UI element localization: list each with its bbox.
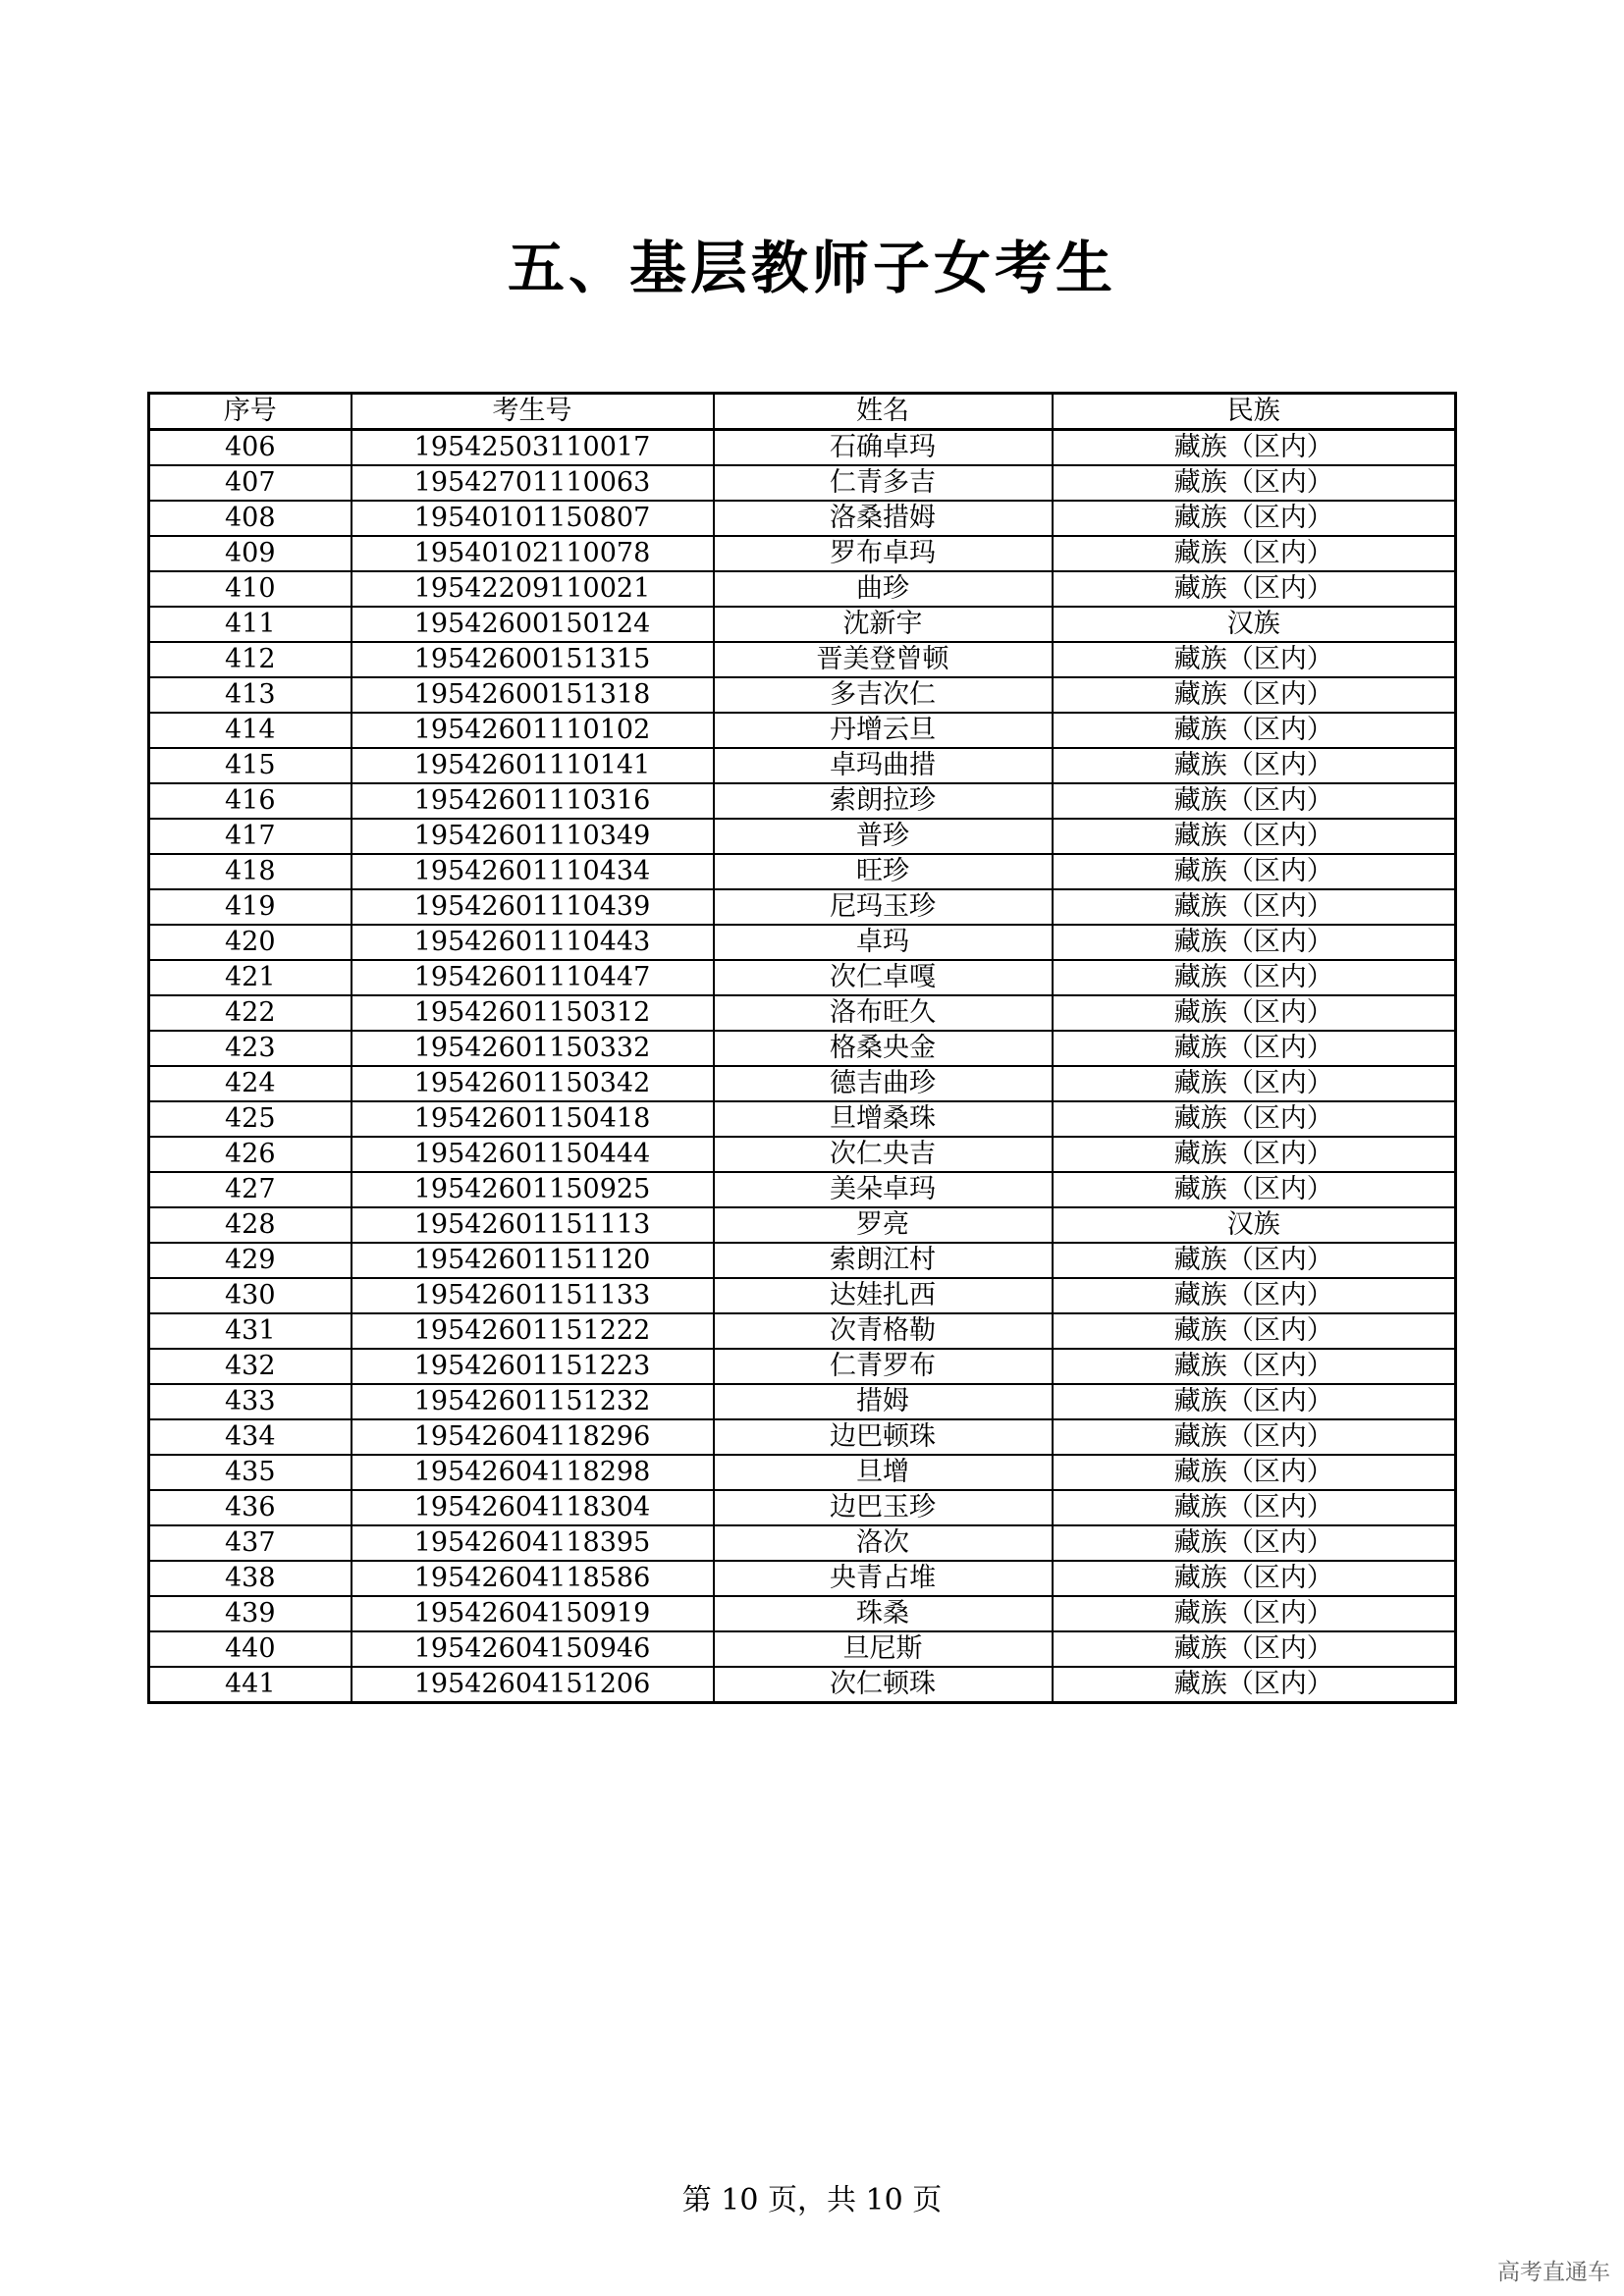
cell-exam-number: 19542601151133 <box>352 1278 714 1313</box>
cell-ethnicity: 藏族（区内） <box>1053 1172 1456 1207</box>
cell-exam-number: 19542601150418 <box>352 1101 714 1137</box>
cell-ethnicity: 藏族（区内） <box>1053 642 1456 677</box>
cell-serial: 436 <box>149 1490 352 1525</box>
cell-ethnicity: 藏族（区内） <box>1053 748 1456 783</box>
cell-serial: 429 <box>149 1243 352 1278</box>
cell-exam-number: 19542601150342 <box>352 1066 714 1101</box>
cell-name: 德吉曲珍 <box>714 1066 1053 1101</box>
cell-name: 沈新宇 <box>714 607 1053 642</box>
column-header-serial: 序号 <box>149 394 352 430</box>
cell-serial: 435 <box>149 1455 352 1490</box>
cell-ethnicity: 藏族（区内） <box>1053 925 1456 960</box>
cell-serial: 440 <box>149 1631 352 1667</box>
column-header-exam-number: 考生号 <box>352 394 714 430</box>
column-header-ethnicity: 民族 <box>1053 394 1456 430</box>
cell-name: 珠桑 <box>714 1596 1053 1631</box>
cell-exam-number: 19542601110447 <box>352 960 714 995</box>
table-row <box>149 960 1456 995</box>
cell-exam-number: 19542601110439 <box>352 889 714 925</box>
cell-serial: 432 <box>149 1349 352 1384</box>
table-row <box>149 1278 1456 1313</box>
cell-serial: 418 <box>149 854 352 889</box>
cell-name: 次仁卓嘎 <box>714 960 1053 995</box>
cell-ethnicity: 藏族（区内） <box>1053 501 1456 536</box>
table-row <box>149 1455 1456 1490</box>
cell-exam-number: 19542601110316 <box>352 783 714 819</box>
cell-serial: 425 <box>149 1101 352 1137</box>
cell-exam-number: 19542601150925 <box>352 1172 714 1207</box>
table-row <box>149 748 1456 783</box>
cell-serial: 424 <box>149 1066 352 1101</box>
cell-ethnicity: 藏族（区内） <box>1053 1631 1456 1667</box>
cell-name: 边巴玉珍 <box>714 1490 1053 1525</box>
cell-name: 洛桑措姆 <box>714 501 1053 536</box>
cell-exam-number: 19542209110021 <box>352 571 714 607</box>
cell-serial: 420 <box>149 925 352 960</box>
cell-exam-number: 19542600151318 <box>352 677 714 713</box>
table-row <box>149 995 1456 1031</box>
cell-serial: 422 <box>149 995 352 1031</box>
cell-exam-number: 19542601110434 <box>352 854 714 889</box>
cell-serial: 410 <box>149 571 352 607</box>
cell-ethnicity: 藏族（区内） <box>1053 1561 1456 1596</box>
table-row <box>149 1349 1456 1384</box>
cell-name: 罗亮 <box>714 1207 1053 1243</box>
table-row <box>149 819 1456 854</box>
cell-ethnicity: 藏族（区内） <box>1053 1243 1456 1278</box>
cell-ethnicity: 藏族（区内） <box>1053 430 1456 466</box>
table-row <box>149 1596 1456 1631</box>
cell-ethnicity: 藏族（区内） <box>1053 1137 1456 1172</box>
table-row <box>149 1490 1456 1525</box>
cell-ethnicity: 藏族（区内） <box>1053 1596 1456 1631</box>
cell-name: 美朵卓玛 <box>714 1172 1053 1207</box>
cell-ethnicity: 藏族（区内） <box>1053 713 1456 748</box>
cell-serial: 414 <box>149 713 352 748</box>
cell-name: 索朗拉珍 <box>714 783 1053 819</box>
cell-exam-number: 19542601110349 <box>352 819 714 854</box>
cell-exam-number: 19540101150807 <box>352 501 714 536</box>
cell-exam-number: 19542601151222 <box>352 1313 714 1349</box>
cell-ethnicity: 藏族（区内） <box>1053 1419 1456 1455</box>
cell-exam-number: 19542601110141 <box>352 748 714 783</box>
cell-serial: 433 <box>149 1384 352 1419</box>
table-body <box>149 430 1456 1703</box>
cell-serial: 430 <box>149 1278 352 1313</box>
watermark-text: 高考直通车 <box>1497 2260 1610 2285</box>
cell-name: 央青占堆 <box>714 1561 1053 1596</box>
cell-ethnicity: 汉族 <box>1053 607 1456 642</box>
cell-name: 石确卓玛 <box>714 430 1053 466</box>
cell-serial: 438 <box>149 1561 352 1596</box>
cell-exam-number: 19542604118296 <box>352 1419 714 1455</box>
cell-exam-number: 19542601151113 <box>352 1207 714 1243</box>
table-row <box>149 1667 1456 1703</box>
table-row <box>149 1101 1456 1137</box>
cell-ethnicity: 藏族（区内） <box>1053 1349 1456 1384</box>
table-row <box>149 854 1456 889</box>
page-title: 五、基层教师子女考生 <box>507 235 1116 301</box>
table-row <box>149 430 1456 466</box>
cell-name: 达娃扎西 <box>714 1278 1053 1313</box>
cell-ethnicity: 藏族（区内） <box>1053 995 1456 1031</box>
table-row <box>149 536 1456 571</box>
table-row <box>149 1313 1456 1349</box>
cell-serial: 412 <box>149 642 352 677</box>
cell-exam-number: 19542604118298 <box>352 1455 714 1490</box>
table-row <box>149 713 1456 748</box>
cell-serial: 428 <box>149 1207 352 1243</box>
cell-serial: 437 <box>149 1525 352 1561</box>
table-row <box>149 925 1456 960</box>
cell-name: 洛次 <box>714 1525 1053 1561</box>
cell-serial: 407 <box>149 465 352 501</box>
table-row <box>149 607 1456 642</box>
cell-name: 索朗江村 <box>714 1243 1053 1278</box>
table-row <box>149 1525 1456 1561</box>
cell-exam-number: 19542604151206 <box>352 1667 714 1703</box>
cell-ethnicity: 藏族（区内） <box>1053 854 1456 889</box>
cell-ethnicity: 藏族（区内） <box>1053 1384 1456 1419</box>
page-number-footer: 第 10 页，共 10 页 <box>681 2183 943 2217</box>
cell-serial: 408 <box>149 501 352 536</box>
cell-ethnicity: 藏族（区内） <box>1053 960 1456 995</box>
table-row <box>149 1419 1456 1455</box>
cell-name: 次青格勒 <box>714 1313 1053 1349</box>
cell-name: 普珍 <box>714 819 1053 854</box>
candidate-table <box>147 392 1457 1704</box>
cell-name: 旦增 <box>714 1455 1053 1490</box>
cell-ethnicity: 藏族（区内） <box>1053 1313 1456 1349</box>
cell-name: 旺珍 <box>714 854 1053 889</box>
cell-ethnicity: 藏族（区内） <box>1053 783 1456 819</box>
cell-exam-number: 19542601150444 <box>352 1137 714 1172</box>
cell-exam-number: 19542604150946 <box>352 1631 714 1667</box>
cell-name: 旦尼斯 <box>714 1631 1053 1667</box>
cell-ethnicity: 藏族（区内） <box>1053 1278 1456 1313</box>
cell-ethnicity: 藏族（区内） <box>1053 1066 1456 1101</box>
cell-ethnicity: 汉族 <box>1053 1207 1456 1243</box>
cell-ethnicity: 藏族（区内） <box>1053 1525 1456 1561</box>
cell-serial: 409 <box>149 536 352 571</box>
table-row <box>149 1172 1456 1207</box>
cell-exam-number: 19542601110443 <box>352 925 714 960</box>
cell-name: 旦增桑珠 <box>714 1101 1053 1137</box>
cell-exam-number: 19542600150124 <box>352 607 714 642</box>
cell-name: 边巴顿珠 <box>714 1419 1053 1455</box>
cell-name: 多吉次仁 <box>714 677 1053 713</box>
cell-name: 次仁央吉 <box>714 1137 1053 1172</box>
table-row <box>149 642 1456 677</box>
cell-ethnicity: 藏族（区内） <box>1053 889 1456 925</box>
table-row <box>149 1631 1456 1667</box>
cell-exam-number: 19542601151223 <box>352 1349 714 1384</box>
cell-serial: 439 <box>149 1596 352 1631</box>
table-row <box>149 1561 1456 1596</box>
cell-exam-number: 19542600151315 <box>352 642 714 677</box>
table-row <box>149 501 1456 536</box>
cell-exam-number: 19540102110078 <box>352 536 714 571</box>
cell-name: 次仁顿珠 <box>714 1667 1053 1703</box>
cell-name: 卓玛曲措 <box>714 748 1053 783</box>
table-row <box>149 677 1456 713</box>
cell-exam-number: 19542601151232 <box>352 1384 714 1419</box>
cell-exam-number: 19542701110063 <box>352 465 714 501</box>
cell-serial: 411 <box>149 607 352 642</box>
cell-exam-number: 19542601150312 <box>352 995 714 1031</box>
cell-name: 晋美登曾顿 <box>714 642 1053 677</box>
cell-name: 仁青罗布 <box>714 1349 1053 1384</box>
cell-exam-number: 19542601150332 <box>352 1031 714 1066</box>
cell-serial: 423 <box>149 1031 352 1066</box>
cell-exam-number: 19542604118304 <box>352 1490 714 1525</box>
cell-serial: 431 <box>149 1313 352 1349</box>
cell-ethnicity: 藏族（区内） <box>1053 1101 1456 1137</box>
cell-name: 罗布卓玛 <box>714 536 1053 571</box>
cell-serial: 421 <box>149 960 352 995</box>
cell-name: 丹增云旦 <box>714 713 1053 748</box>
cell-serial: 426 <box>149 1137 352 1172</box>
cell-ethnicity: 藏族（区内） <box>1053 1667 1456 1703</box>
cell-serial: 434 <box>149 1419 352 1455</box>
cell-ethnicity: 藏族（区内） <box>1053 1490 1456 1525</box>
cell-name: 洛布旺久 <box>714 995 1053 1031</box>
cell-ethnicity: 藏族（区内） <box>1053 819 1456 854</box>
cell-name: 尼玛玉珍 <box>714 889 1053 925</box>
cell-ethnicity: 藏族（区内） <box>1053 536 1456 571</box>
cell-serial: 416 <box>149 783 352 819</box>
table-row <box>149 1384 1456 1419</box>
cell-name: 卓玛 <box>714 925 1053 960</box>
table-row <box>149 571 1456 607</box>
cell-serial: 441 <box>149 1667 352 1703</box>
cell-ethnicity: 藏族（区内） <box>1053 571 1456 607</box>
table-row <box>149 1137 1456 1172</box>
cell-name: 仁青多吉 <box>714 465 1053 501</box>
table-row <box>149 1243 1456 1278</box>
cell-exam-number: 19542604118586 <box>352 1561 714 1596</box>
cell-name: 格桑央金 <box>714 1031 1053 1066</box>
cell-ethnicity: 藏族（区内） <box>1053 677 1456 713</box>
cell-name: 曲珍 <box>714 571 1053 607</box>
cell-exam-number: 19542601151120 <box>352 1243 714 1278</box>
cell-exam-number: 19542503110017 <box>352 430 714 466</box>
cell-ethnicity: 藏族（区内） <box>1053 1455 1456 1490</box>
table-row <box>149 1031 1456 1066</box>
table-row <box>149 889 1456 925</box>
cell-serial: 419 <box>149 889 352 925</box>
cell-exam-number: 19542604118395 <box>352 1525 714 1561</box>
cell-name: 措姆 <box>714 1384 1053 1419</box>
cell-ethnicity: 藏族（区内） <box>1053 1031 1456 1066</box>
table-row <box>149 783 1456 819</box>
cell-exam-number: 19542601110102 <box>352 713 714 748</box>
table-header-row <box>149 394 1456 430</box>
cell-ethnicity: 藏族（区内） <box>1053 465 1456 501</box>
cell-exam-number: 19542604150919 <box>352 1596 714 1631</box>
cell-serial: 415 <box>149 748 352 783</box>
cell-serial: 406 <box>149 430 352 466</box>
cell-serial: 427 <box>149 1172 352 1207</box>
column-header-name: 姓名 <box>714 394 1053 430</box>
cell-serial: 417 <box>149 819 352 854</box>
cell-serial: 413 <box>149 677 352 713</box>
table-row <box>149 465 1456 501</box>
table-row <box>149 1207 1456 1243</box>
table-row <box>149 1066 1456 1101</box>
